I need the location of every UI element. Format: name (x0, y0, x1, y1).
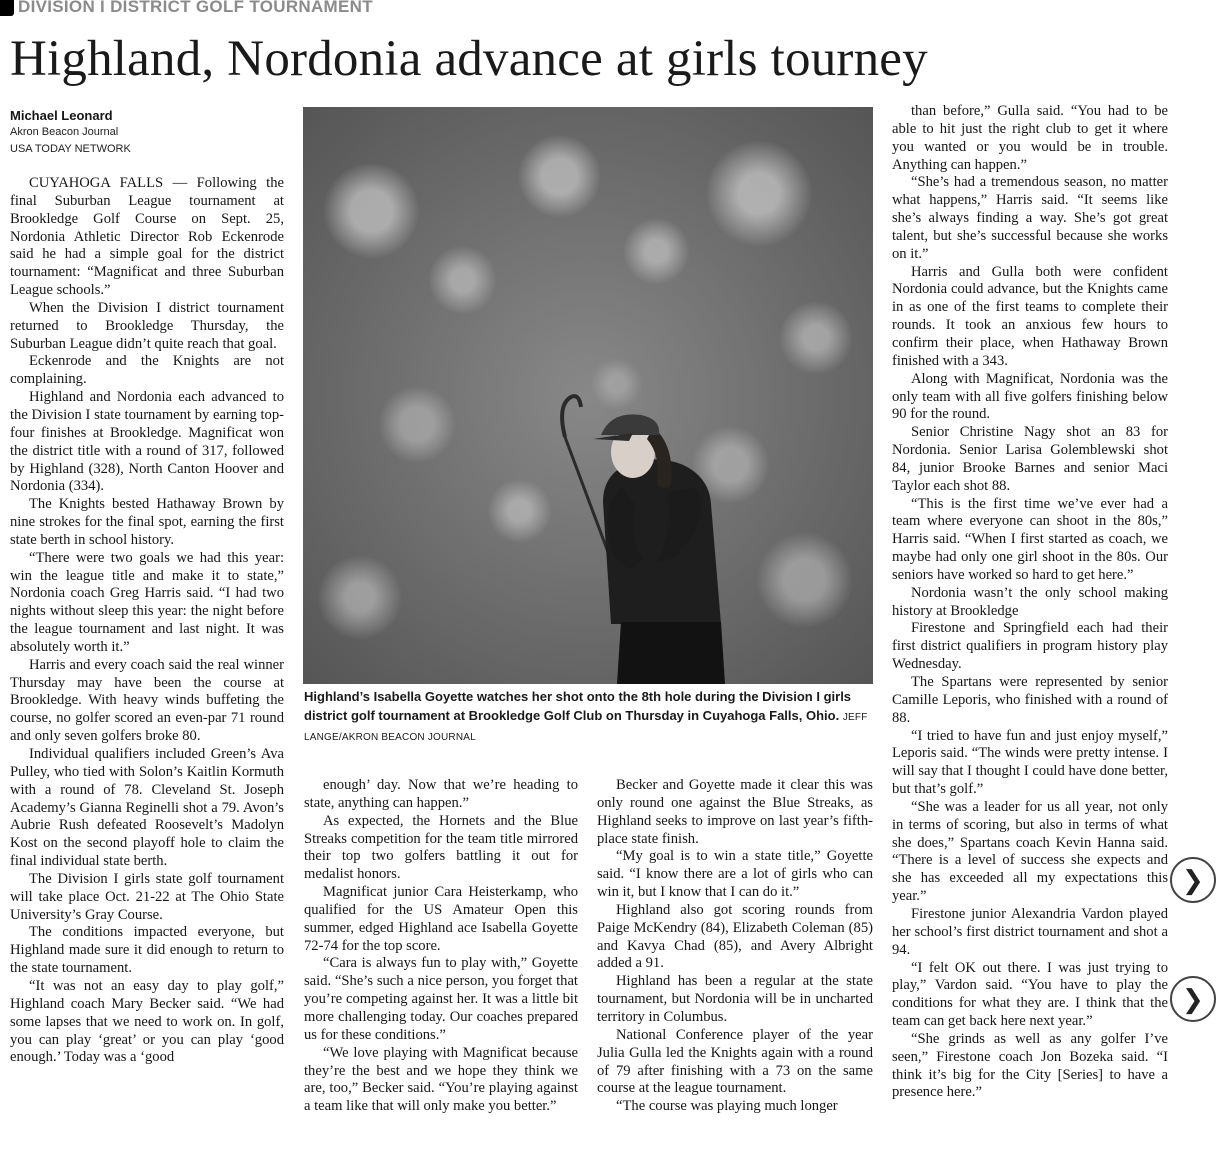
article-paragraph: Magnificat junior Cara Heisterkamp, who qualified for the US Amateur Open this summer, edged Highland ace Isabella Goyette 72-74 for the top score. (304, 884, 578, 954)
article-paragraph: enough’ day. Now that we’re heading to state, anything can happen.” (304, 777, 578, 811)
golfer-photo (303, 107, 873, 684)
article-paragraph: Along with Magnificat, Nordonia was the only team with all five golfers finishing below 90 for the round. (892, 370, 1168, 423)
photo-caption (304, 688, 874, 748)
headline: Highland, Nordonia advance at girls tourney (10, 31, 928, 87)
article-column-2 (304, 777, 578, 1116)
article-paragraph: Nordonia wasn’t the only school making history at Brookledge (892, 584, 1168, 619)
article-paragraph: “My goal is to win a state title,” Goyette said. “I know there are a lot of girls who can win it, but I know that I can do it.” (597, 848, 873, 901)
article-paragraph: As expected, the Hornets and the Blue Streaks competition for the team title mirrored their top two golfers battling it out for medalist honors. (304, 812, 578, 883)
section-kicker: DIVISION I DISTRICT GOLF TOURNAMENT (18, 0, 373, 16)
article-paragraph: “I felt OK out there. I was just trying to play,” Vardon said. “You have to play the conditions for what they are. I think that the team can get back here next year.” (892, 959, 1168, 1030)
byline-publication: Akron Beacon Journal (10, 126, 119, 138)
article-paragraph: “Cara is always fun to play with,” Goyette said. “She’s such a nice person, you forget that you’re competing against her. It was a little bit more challenging today. Our coaches prepared us for these conditions.” (304, 955, 578, 1043)
caption-text: Highland’s Isabella Goyette watches her shot onto the 8th hole during the Division I girls district golf tournament at Brookledge Golf Club on Thursday in Cuyahoga Falls, Ohio. (304, 689, 852, 723)
article-paragraph: The Spartans were represented by senior Camille Leporis, who finished with a round of 88. (892, 674, 1168, 726)
corner-tab (0, 0, 14, 16)
article-paragraph: “There were two goals we had this year: win the league title and make it to state,” Nordonia coach Greg Harris said. “I had two nights without sleep this year: the night before the league tournament and last night. It was absolutely worth it.” (10, 549, 284, 655)
article-paragraph: “It was not an easy day to play golf,” Highland coach Mary Becker said. “We had some lapses that we need to work on. In golf, you can play ‘great’ or you can play ‘good enough.’ Today was a ‘good (10, 977, 284, 1066)
byline-network: USA TODAY NETWORK (10, 143, 131, 155)
article-paragraph: Becker and Goyette made it clear this was only round one against the Blue Streaks, as Highland seeks to improve on last year’s fifth-place state finish. (597, 777, 873, 847)
golfer-illustration (303, 107, 873, 684)
article-paragraph: The conditions impacted everyone, but Highland made sure it did enough to return to the state tournament. (10, 924, 284, 977)
article-paragraph: The Knights bested Hathaway Brown by nine strokes for the final spot, earning the first state berth in school history. (10, 496, 284, 548)
article-paragraph: Senior Christine Nagy shot an 83 for Nordonia. Senior Larisa Golemblewski shot 84, junior Brooke Barnes and senior Maci Taylor each shot 88. (892, 424, 1168, 494)
article-paragraph: “We love playing with Magnificat because they’re the best and we hope they think we are, too,” Becker said. “You’re playing against a team like that will only make you better.” (304, 1044, 578, 1115)
article-paragraph: Highland has been a regular at the state tournament, but Nordonia will be in uncharted territory in Columbus. (597, 973, 873, 1025)
article-column-3 (597, 777, 873, 1116)
byline-author: Michael Leonard (10, 108, 113, 123)
article-paragraph: National Conference player of the year Julia Gulla led the Knights again with a round of 79 after finishing with a 73 on the same course at the league tournament. (597, 1026, 873, 1097)
article-paragraph: “She was a leader for us all year, not only in terms of scoring, but also in terms of what she does,” Spartans coach Kevin Hanna said. “There is a level of success she expects and she has exceeded all my expectations this year.” (892, 798, 1168, 905)
article-paragraph: “I tried to have fun and just enjoy myself,” Leporis said. “The winds were pretty intense. I will say that I thought I could have done better, but that’s golf.” (892, 727, 1168, 798)
article-paragraph: Firestone and Springfield each had their first district qualifiers in program history play Wednesday. (892, 620, 1168, 673)
byline (10, 107, 290, 158)
article-paragraph: Firestone junior Alexandria Vardon played her school’s first district tournament and shot a 94. (892, 905, 1168, 958)
article-paragraph: Individual qualifiers included Green’s Ava Pulley, who tied with Solon’s Kaitlin Kormuth with a round of 78. Cleveland St. Joseph Academy’s Gianna Reginelli shot a 79. Avon’s Aubrie Rush defeated Roosevelt’s Madolyn Kost on the second playoff hole to claim the final individual state berth. (10, 746, 284, 870)
next-page-button-secondary[interactable]: ❯ (1170, 976, 1216, 1022)
article-paragraph: than before,” Gulla said. “You had to be able to hit just the right club to get it where you wanted or you would be in trouble. Anything can happen.” (892, 103, 1168, 173)
article-paragraph: When the Division I district tournament returned to Brookledge Thursday, the Suburban League didn’t quite reach that goal. (10, 299, 284, 352)
article-paragraph: “The course was playing much longer (616, 1098, 838, 1115)
article-paragraph: Highland also got scoring rounds from Paige McKendry (84), Elizabeth Coleman (85) and Kavya Chad (85), and Avery Albright added a 91. (597, 901, 873, 972)
article-paragraph: CUYAHOGA FALLS — Following the final Suburban League tournament at Brookledge Golf Course on Sept. 25, Nordonia Athletic Director Rob Eckenrode said he had a simple goal for the district tournament: “Magnificat and three Suburban League schools.” (10, 175, 284, 299)
article-column-1 (10, 175, 284, 1067)
article-paragraph: “She grinds as well as any golfer I’ve seen,” Firestone coach Jon Bozeka said. “I think it’s big for the City [Series] to have a presence here.” (892, 1030, 1168, 1101)
article-paragraph: Highland and Nordonia each advanced to the Division I state tournament by earning top-four finishes at Brookledge. Magnificat won the district title with a round of 317, followed by Highland (328), North Canton Hoover and Nordonia (334). (10, 389, 284, 495)
article-paragraph: Eckenrode and the Knights are not complaining. (10, 353, 284, 388)
article-column-4 (892, 103, 1168, 1102)
article-paragraph: “She’s had a tremendous season, no matter what happens,” Harris said. “It seems like she’s always finding a way. She’s got great talent, but she’s successful because she works on it.” (892, 174, 1168, 262)
article-paragraph: Harris and every coach said the real winner Thursday may have been the course at Brookledge. With heavy winds buffeting the course, no golfer scored an even-par 71 round and only seven golfers broke 80. (10, 656, 284, 745)
article-paragraph: The Division I girls state golf tournament will take place Oct. 21-22 at The Ohio State University’s Gray Course. (10, 870, 284, 923)
article-paragraph: “This is the first time we’ve ever had a team where everyone can shoot in the 80s,” Harris said. “When I first started as coach, we maybe had only one girl shoot in the 80s. Our seniors have worked so hard to get here.” (892, 495, 1168, 583)
article-paragraph: Harris and Gulla both were confident Nordonia could advance, but the Knights came in as one of the first teams to complete their rounds. It took an anxious few hours to confirm their place, when Hathaway Brown finished with a 343. (892, 263, 1168, 369)
next-page-button[interactable]: ❯ (1170, 857, 1216, 903)
photo-credit: JEFF LANGE/AKRON BEACON JOURNAL (304, 711, 868, 743)
